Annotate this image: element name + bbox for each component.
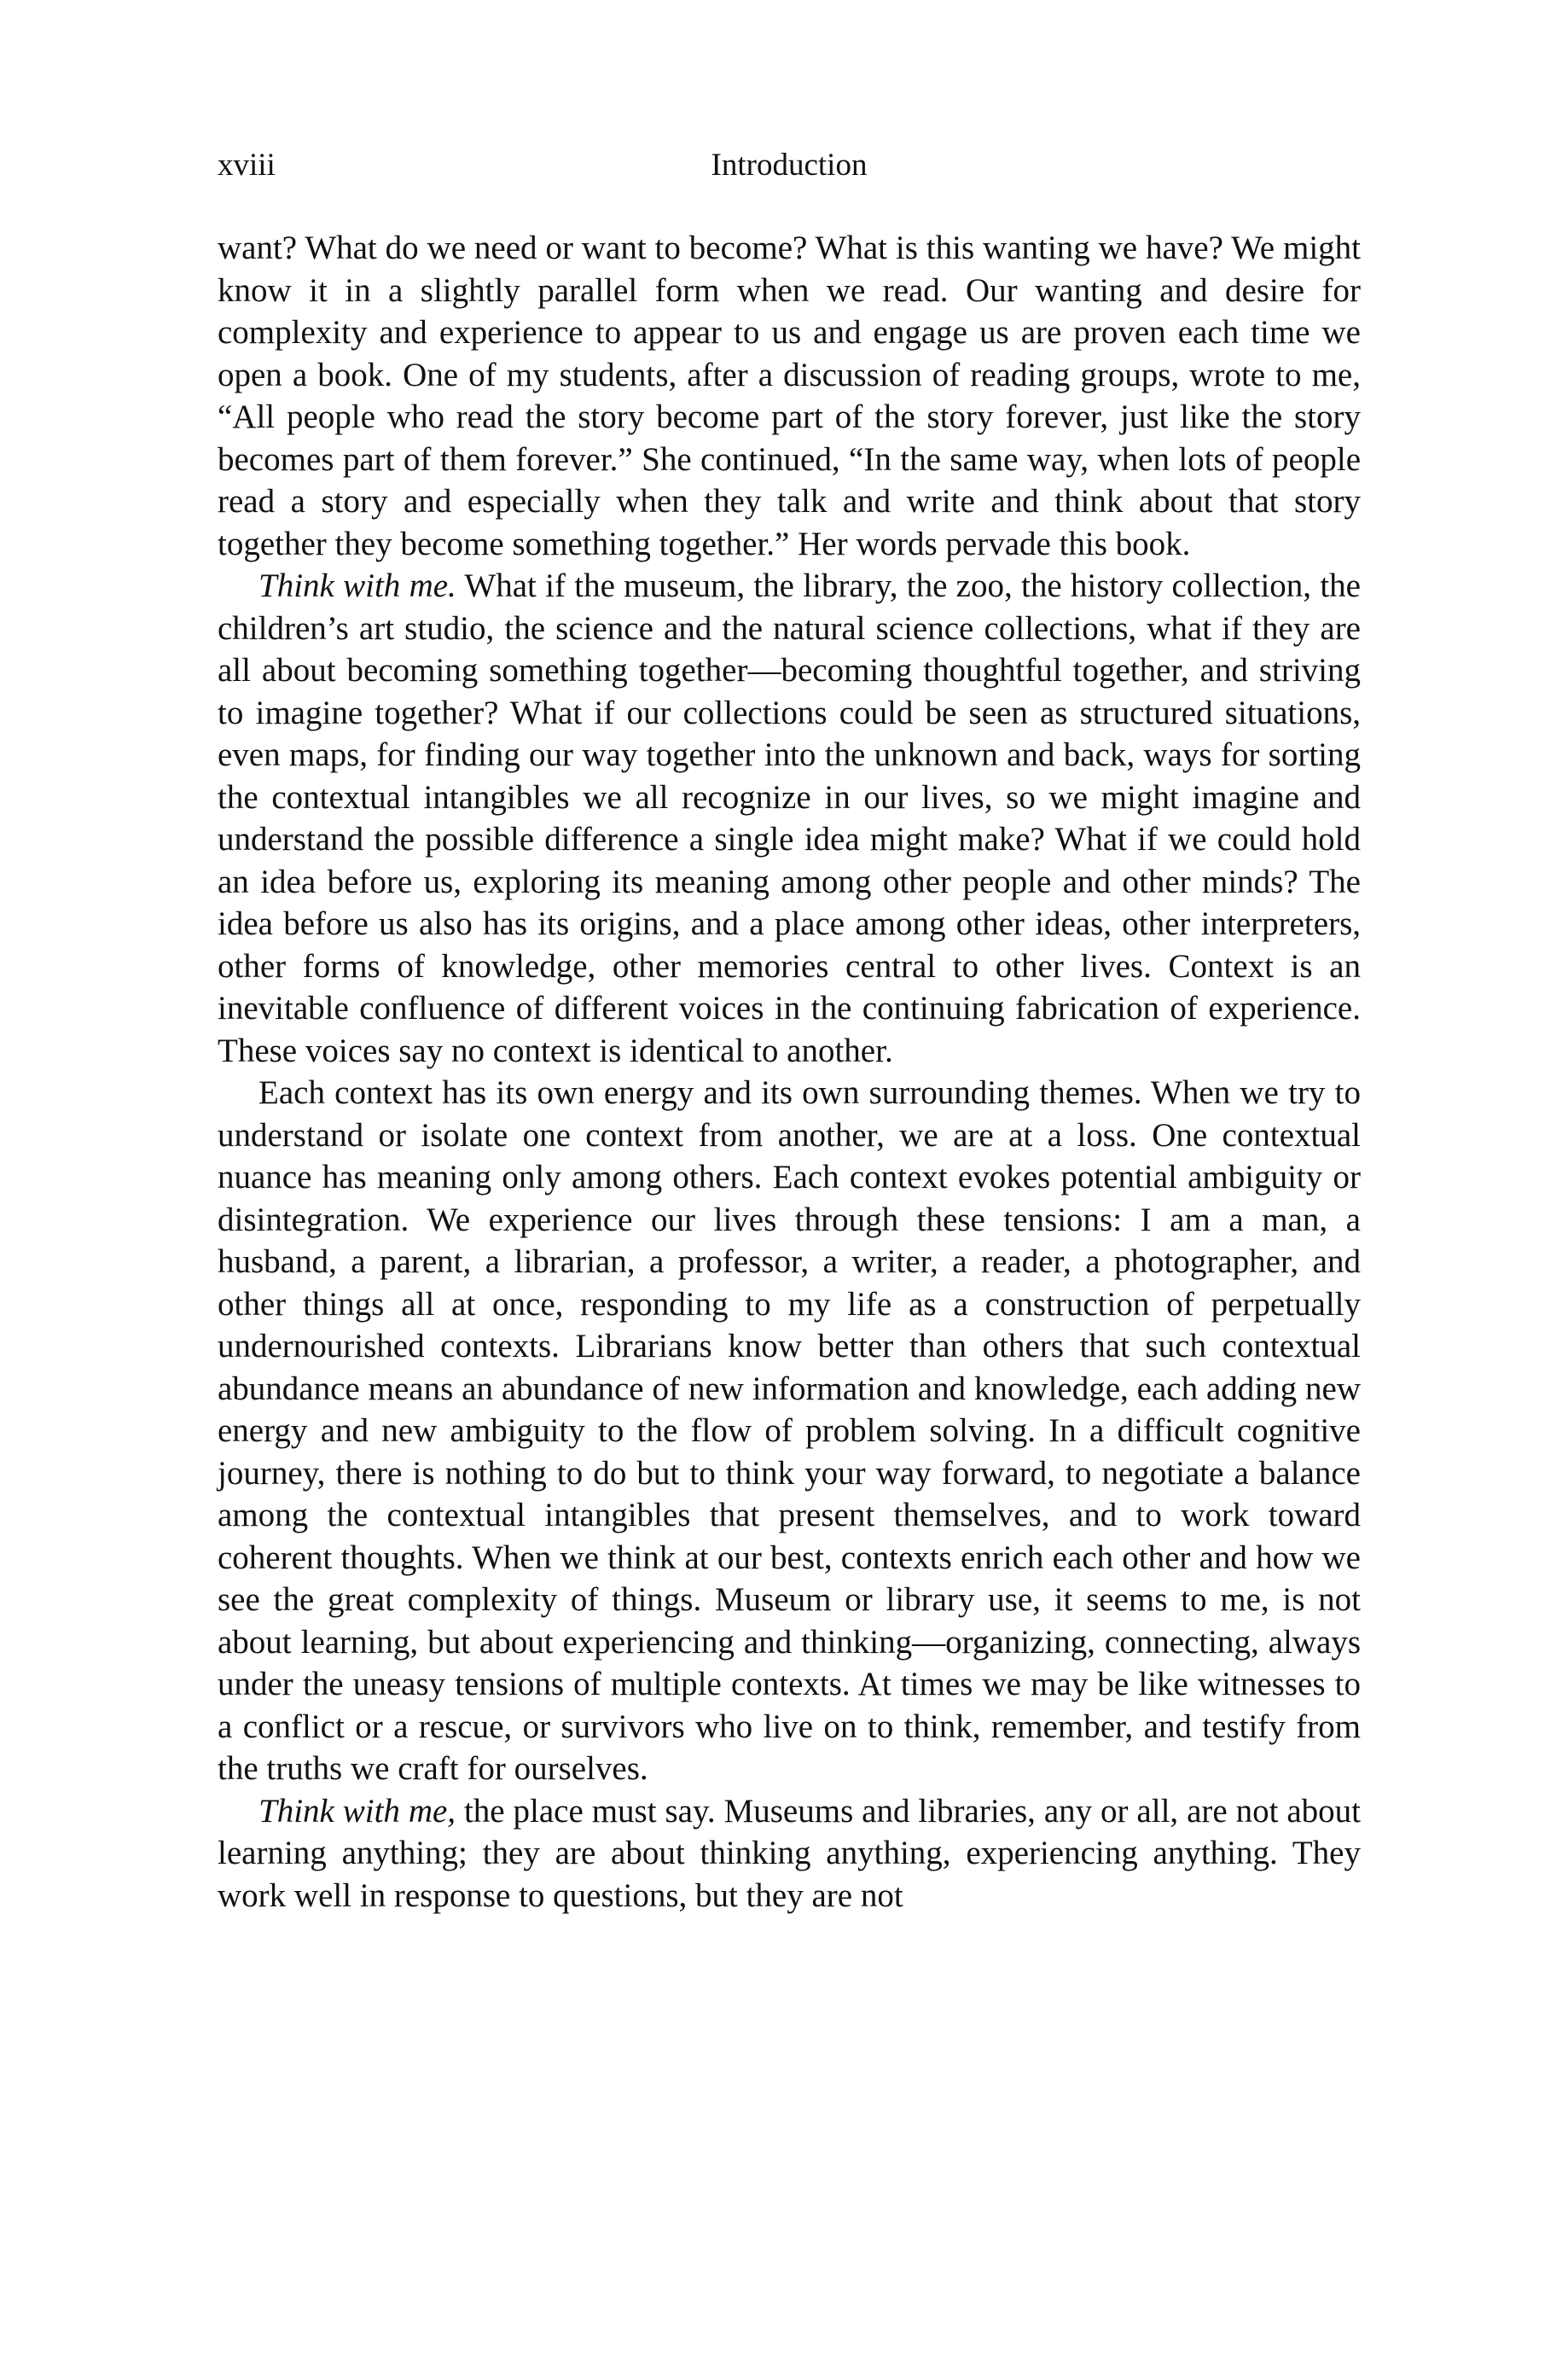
paragraph-2 xyxy=(218,565,1361,1072)
page-number: xviii xyxy=(218,148,276,183)
body-text xyxy=(218,227,1361,1917)
paragraph-4-lead: Think with me, xyxy=(258,1792,456,1830)
paragraph-3 xyxy=(218,1072,1361,1790)
paragraph-3-text: Each context has its own energy and its own surrounding themes. When we try to understand or isolate one context from another, we are at a loss. One contextual nuance has meaning only among others. Each context evokes potential ambiguity or disintegration. We experience our lives through these tensions: I am a man, a husband, a parent, a librarian, a professor, a writer, a reader, a photographer, and other things all at once, responding to my life as a construction of perpetually undernourished contexts. Librarians know better than others that such contextual abundance means an abundance of new information and knowledge, each adding new energy and new ambiguity to the flow of problem solving. In a difficult cognitive journey, there is nothing to do but to think your way forward, to negotiate a balance among the contextual intangibles that present themselves, and to work toward coherent thoughts. When we think at our best, contexts enrich each other and how we see the great complexity of things. Museum or library use, it seems to me, is not about learning, but about experiencing and thinking—organizing, connecting, always under the uneasy tensions of multiple contexts. At times we may be like witnesses to a conflict or a rescue, or survivors who live on to think, remember, and testify from the truths we craft for ourselves. xyxy=(218,1074,1361,1787)
paragraph-2-text: What if the museum, the library, the zoo, the history collection, the children’s art studio, the science and the natural science collections, what if they are all about becoming something together—becoming thoughtful together, and striving to imagine together? What if our collections could be seen as structured situations, even maps, for finding our way together into the unknown and back, ways for sorting the contextual intangibles we all recognize in our lives, so we might imagine and understand the possible difference a single idea might make? What if we could hold an idea before us, exploring its meaning among other people and other minds? The idea before us also has its origins, and a place among other ideas, other interpreters, other forms of knowledge, other memories central to other lives. Context is an inevitable confluence of different voices in the continuing fabrication of experience. These voices say no context is identical to another. xyxy=(218,567,1361,1069)
running-head xyxy=(218,147,1361,198)
paragraph-1-text: want? What do we need or want to become? What is this wanting we have? We might know it in a slightly parallel form when we read. Our wanting and desire for complexity and experience to appear to us and engage us are proven each time we open a book. One of my students, after a discussion of reading groups, wrote to me, “All people who read the story become part of the story forever, just like the story becomes part of them forever.” She continued, “In the same way, when lots of people read a story and especially when they talk and write and think about that story together they become something together.” Her words pervade this book. xyxy=(218,230,1361,562)
paragraph-4-text: the place must say. Museums and libraries, any or all, are not about learning anything; they are about thinking anything, experiencing anything. They work well in response to questions, but they are not xyxy=(218,1792,1361,1914)
paragraph-1 xyxy=(218,227,1361,565)
chapter-title: Introduction xyxy=(711,148,868,183)
paragraph-2-lead: Think with me. xyxy=(258,567,456,604)
paragraph-4 xyxy=(218,1790,1361,1917)
